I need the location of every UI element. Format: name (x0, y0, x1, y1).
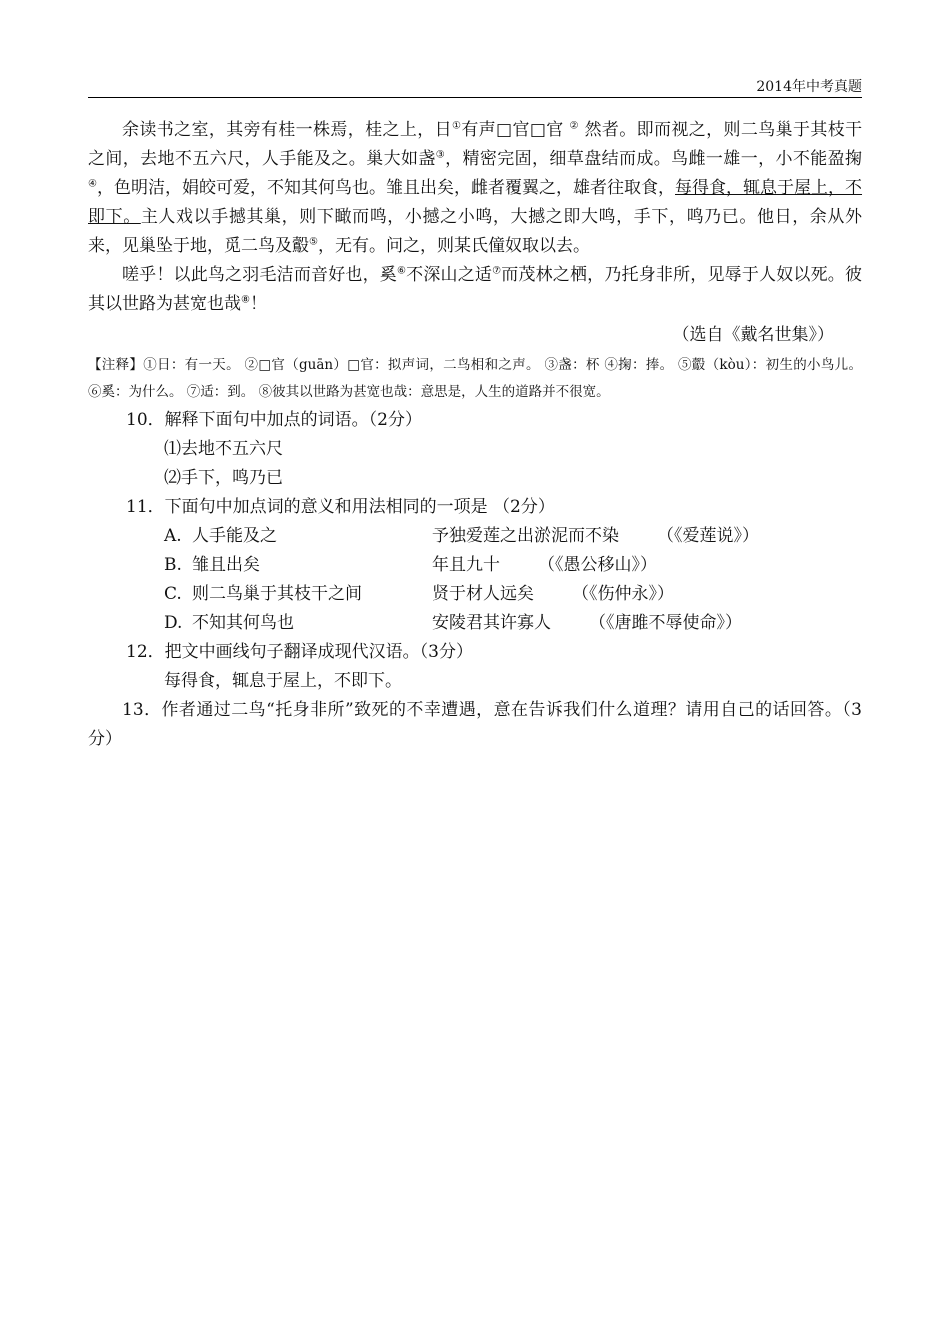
text-run: 官 (512, 120, 530, 140)
option-reference: （《唐雎不辱使命》） (589, 613, 742, 633)
question-10: 10．解释下面句中加点的词语。（2分） (126, 410, 422, 430)
annotation-notes: 【注释】①日：有一天。 ②□官（guān）□官：拟声词，二鸟相和之声。 ③盏：杯 ④掬：捧。 ⑤鷇（kòu）：初生的小鸟儿。 ⑥奚：为什么。 ⑦适：到。 ⑧彼其以世路为甚宽也哉：意思是，人生的道路并不很宽。 (88, 357, 862, 400)
passage-paragraph-2 (88, 261, 862, 319)
text-run: 有声 (461, 120, 497, 140)
option-right: 贤于材人远矣 (432, 584, 534, 604)
text-run: ，无有。问之，则某氏僮奴取以去。 (317, 236, 590, 256)
footnote-marker: ⑥ (397, 265, 407, 277)
option-reference: （《爱莲说》） (657, 526, 759, 546)
text-run: ，色明洁，娟皎可爱，不知其何鸟也。雏且出矣，雌者覆翼之，雄者往取食， (96, 178, 675, 198)
text-run: 而茂林之栖，乃托身非所，见辱于人奴以死。彼其以世路为甚宽也哉 (88, 265, 862, 314)
text-run: 嗟乎！以此鸟之羽毛洁而音好也，奚 (122, 265, 397, 285)
option-right: 年且九十 (432, 555, 500, 575)
option-reference: （《愚公移山》） (538, 555, 657, 575)
option-left: 不知其何鸟也 (192, 613, 294, 633)
header-rule (88, 97, 862, 98)
question-11-option-b (88, 551, 862, 580)
footnote-marker: ⑤ (309, 236, 318, 248)
text-run: 官 (546, 120, 564, 140)
document-body (88, 116, 862, 754)
footnote-marker: ① (451, 120, 462, 132)
text-run: ！ (249, 294, 267, 314)
footnote-marker: ⑦ (492, 265, 502, 277)
option-label: D. (164, 613, 183, 633)
missing-glyph: □ (529, 120, 547, 140)
option-label: C. (164, 584, 182, 604)
option-reference: （《伤仲永》） (572, 584, 674, 604)
text-run: 不深山之适 (406, 265, 493, 285)
question-11-option-c (88, 580, 862, 609)
missing-glyph: □ (496, 120, 513, 140)
footnote-marker: ③ (435, 149, 446, 161)
option-label: A. (164, 526, 182, 546)
passage-paragraph-1 (88, 116, 862, 261)
text-run: 然者。即而视之，则二鸟巢于其枝干之间，去地不五六尺，人手能及之。巢大如盏 (88, 120, 863, 169)
option-left: 人手能及之 (192, 526, 277, 546)
question-11-option-d (88, 609, 862, 638)
underlined-sentence: 每得食，辄息于屋上，不即下。 (88, 178, 863, 227)
question-11: 11．下面句中加点词的意义和用法相同的一项是 （2分） (126, 497, 555, 517)
page-header: 2014年中考真题 (756, 79, 862, 95)
option-right: 予独爱莲之出淤泥而不染 (432, 526, 619, 546)
text-run: 主人戏以手撼其巢，则下瞰而鸣，小撼之小鸣，大撼之即大鸣，手下，鸣乃已。他日，余从外来，见巢坠于地，觅二鸟及鷇 (88, 207, 863, 256)
option-left: 则二鸟巢于其枝干之间 (192, 584, 362, 604)
question-12: 12．把文中画线句子翻译成现代汉语。（3分） (126, 642, 473, 662)
option-left: 雏且出矣 (192, 555, 260, 575)
question-12-sentence: 每得食，辄息于屋上，不即下。 (164, 671, 402, 691)
question-10-item-1: ⑴去地不五六尺 (164, 439, 283, 459)
question-11-option-a (88, 522, 862, 551)
footnote-marker: ⑧ (241, 294, 250, 306)
text-run: 余读书之室，其旁有桂一株焉，桂之上，日 (122, 120, 452, 140)
question-10-item-2: ⑵手下，鸣乃已 (164, 468, 283, 488)
text-run: ，精密完固，细草盘结而成。鸟雌一雄一，小不能盈掬 (445, 149, 863, 169)
source-citation: （选自《戴名世集》） (672, 325, 834, 345)
option-right: 安陵君其许寡人 (432, 613, 551, 633)
question-13: 13．作者通过二鸟“托身非所”致死的不幸遭遇，意在告诉我们什么道理？请用自己的话回答。（3分） (88, 700, 862, 749)
option-label: B. (164, 555, 182, 575)
footnote-marker: ② (569, 120, 579, 132)
footnote-marker: ④ (88, 178, 97, 190)
